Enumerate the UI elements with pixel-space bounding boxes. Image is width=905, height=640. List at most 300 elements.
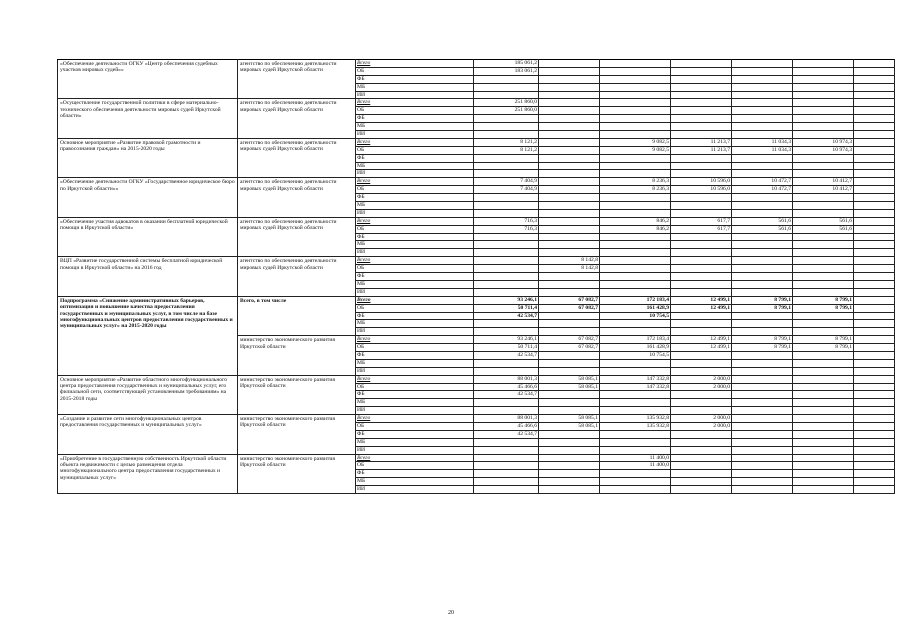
amount-cell bbox=[474, 446, 539, 454]
table-row bbox=[58, 454, 895, 462]
funding-source: ФБ bbox=[356, 312, 474, 320]
funding-source: Всего bbox=[356, 296, 474, 304]
amount-cell bbox=[732, 170, 793, 178]
amount-cell bbox=[671, 273, 732, 281]
funding-source: ИИ bbox=[356, 367, 474, 375]
funding-source: ИИ bbox=[356, 131, 474, 139]
amount-cell bbox=[854, 438, 895, 446]
amount-cell bbox=[600, 430, 671, 438]
amount-cell bbox=[671, 123, 732, 131]
funding-source: ФБ bbox=[356, 351, 474, 359]
amount-cell bbox=[474, 438, 539, 446]
amount-cell bbox=[671, 194, 732, 202]
amount-cell bbox=[474, 462, 539, 470]
amount-cell bbox=[539, 328, 600, 336]
amount-cell: 11 213,7 bbox=[671, 138, 732, 146]
amount-cell bbox=[539, 454, 600, 462]
table-row bbox=[58, 178, 895, 186]
amount-cell: 11 213,7 bbox=[671, 146, 732, 154]
amount-cell bbox=[474, 280, 539, 288]
amount-cell bbox=[854, 170, 895, 178]
amount-cell bbox=[474, 367, 539, 375]
amount-cell bbox=[671, 265, 732, 273]
amount-cell: 88 001,3 bbox=[474, 375, 539, 383]
amount-cell bbox=[600, 288, 671, 296]
amount-cell bbox=[854, 430, 895, 438]
funding-source: ИИ bbox=[356, 407, 474, 415]
amount-cell bbox=[793, 462, 854, 470]
amount-cell bbox=[671, 351, 732, 359]
amount-cell: 147 332,8 bbox=[600, 375, 671, 383]
amount-cell bbox=[732, 446, 793, 454]
amount-cell bbox=[854, 60, 895, 68]
table-row bbox=[58, 375, 895, 383]
amount-cell: 12 499,1 bbox=[671, 296, 732, 304]
amount-cell: 8 799,1 bbox=[732, 304, 793, 312]
amount-cell bbox=[600, 407, 671, 415]
funding-source: Всего bbox=[356, 336, 474, 344]
amount-cell bbox=[474, 320, 539, 328]
activity-description: ВЦП «Развитие государственной системы бесплатной юридической помощи в Иркутской области» на 2016 год bbox=[58, 257, 238, 296]
funding-source: ФБ bbox=[356, 75, 474, 83]
amount-cell bbox=[854, 154, 895, 162]
funding-source: МБ bbox=[356, 320, 474, 328]
amount-cell bbox=[732, 131, 793, 139]
amount-cell bbox=[600, 438, 671, 446]
table-row bbox=[58, 296, 895, 304]
amount-cell bbox=[474, 123, 539, 131]
funding-source: ИИ bbox=[356, 486, 474, 494]
amount-cell bbox=[600, 446, 671, 454]
amount-cell bbox=[854, 67, 895, 75]
amount-cell bbox=[474, 470, 539, 478]
amount-cell bbox=[793, 115, 854, 123]
amount-cell: 2 000,0 bbox=[671, 422, 732, 430]
amount-cell bbox=[671, 162, 732, 170]
amount-cell: 172 183,4 bbox=[600, 336, 671, 344]
funding-source: ФБ bbox=[356, 391, 474, 399]
amount-cell bbox=[474, 75, 539, 83]
amount-cell bbox=[793, 280, 854, 288]
amount-cell bbox=[600, 67, 671, 75]
activity-description: Подпрограмма «Снижение административных барьеров, оптимизация и повышение качества предоставления государственных и муниципальных услуг, в том числе на базе многофункциональных центров предоставления государственных и муниципальных услуг» на 2015-2020 годы bbox=[58, 296, 238, 375]
amount-cell bbox=[854, 375, 895, 383]
amount-cell bbox=[732, 320, 793, 328]
amount-cell bbox=[474, 83, 539, 91]
amount-cell: 8 799,1 bbox=[793, 296, 854, 304]
amount-cell: 561,6 bbox=[793, 225, 854, 233]
amount-cell bbox=[793, 391, 854, 399]
amount-cell: 50 711,4 bbox=[474, 344, 539, 352]
amount-cell bbox=[793, 60, 854, 68]
amount-cell bbox=[854, 83, 895, 91]
amount-cell bbox=[671, 288, 732, 296]
executor-name: агентство по обеспечению деятельности мировых судей Иркутской области bbox=[238, 60, 356, 99]
amount-cell: 9 082,5 bbox=[600, 146, 671, 154]
funding-source: ОБ bbox=[356, 383, 474, 391]
amount-cell: 8 236,3 bbox=[600, 186, 671, 194]
activity-description: «Создание и развитие сети многофункциональных центров предоставления государственных и муниципальных услуг» bbox=[58, 415, 238, 454]
amount-cell: 2 000,0 bbox=[671, 375, 732, 383]
funding-source: ОБ bbox=[356, 186, 474, 194]
funding-source: ФБ bbox=[356, 154, 474, 162]
funding-source: МБ bbox=[356, 438, 474, 446]
amount-cell bbox=[854, 75, 895, 83]
executor-name: агентство по обеспечению деятельности мировых судей Иркутской области bbox=[238, 178, 356, 217]
amount-cell bbox=[474, 328, 539, 336]
amount-cell bbox=[854, 422, 895, 430]
amount-cell: 58 085,1 bbox=[539, 415, 600, 423]
amount-cell: 88 001,3 bbox=[474, 415, 539, 423]
amount-cell bbox=[474, 249, 539, 257]
funding-source: ОБ bbox=[356, 146, 474, 154]
amount-cell bbox=[539, 241, 600, 249]
amount-cell: 10 974,3 bbox=[793, 138, 854, 146]
amount-cell bbox=[732, 367, 793, 375]
amount-cell bbox=[732, 273, 793, 281]
amount-cell bbox=[671, 359, 732, 367]
amount-cell bbox=[854, 162, 895, 170]
amount-cell bbox=[732, 202, 793, 210]
amount-cell bbox=[671, 446, 732, 454]
amount-cell bbox=[600, 202, 671, 210]
amount-cell bbox=[793, 75, 854, 83]
amount-cell bbox=[732, 107, 793, 115]
funding-source: ОБ bbox=[356, 462, 474, 470]
amount-cell bbox=[539, 178, 600, 186]
amount-cell bbox=[539, 470, 600, 478]
amount-cell bbox=[539, 486, 600, 494]
amount-cell: 161 428,9 bbox=[600, 344, 671, 352]
amount-cell bbox=[671, 75, 732, 83]
table-row bbox=[58, 99, 895, 107]
amount-cell: 561,6 bbox=[732, 217, 793, 225]
amount-cell bbox=[539, 209, 600, 217]
amount-cell: 93 246,1 bbox=[474, 336, 539, 344]
amount-cell bbox=[854, 470, 895, 478]
amount-cell bbox=[854, 107, 895, 115]
amount-cell: 11 034,3 bbox=[732, 138, 793, 146]
amount-cell bbox=[671, 407, 732, 415]
amount-cell bbox=[600, 265, 671, 273]
amount-cell bbox=[474, 454, 539, 462]
amount-cell bbox=[732, 233, 793, 241]
amount-cell bbox=[854, 328, 895, 336]
amount-cell: 12 499,1 bbox=[671, 336, 732, 344]
amount-cell: 147 332,8 bbox=[600, 383, 671, 391]
executor-name: агентство по обеспечению деятельности мировых судей Иркутской области bbox=[238, 99, 356, 138]
amount-cell bbox=[793, 486, 854, 494]
amount-cell: 617,7 bbox=[671, 217, 732, 225]
amount-cell: 42 534,7 bbox=[474, 391, 539, 399]
funding-source: ИИ bbox=[356, 328, 474, 336]
amount-cell bbox=[539, 273, 600, 281]
funding-source: ИИ bbox=[356, 91, 474, 99]
amount-cell: 9 082,5 bbox=[600, 138, 671, 146]
amount-cell bbox=[793, 123, 854, 131]
amount-cell: 11 400,0 bbox=[600, 454, 671, 462]
amount-cell bbox=[854, 280, 895, 288]
funding-source: ИИ bbox=[356, 288, 474, 296]
amount-cell bbox=[671, 233, 732, 241]
amount-cell bbox=[474, 273, 539, 281]
amount-cell: 10 472,7 bbox=[732, 186, 793, 194]
amount-cell bbox=[600, 83, 671, 91]
executor-name: агентство по обеспечению деятельности мировых судей Иркутской области bbox=[238, 217, 356, 256]
amount-cell bbox=[539, 91, 600, 99]
funding-source: ФБ bbox=[356, 233, 474, 241]
amount-cell bbox=[854, 186, 895, 194]
amount-cell: 10 472,7 bbox=[732, 178, 793, 186]
amount-cell bbox=[600, 194, 671, 202]
amount-cell bbox=[539, 115, 600, 123]
funding-source: ОБ bbox=[356, 265, 474, 273]
amount-cell: 8 799,1 bbox=[793, 304, 854, 312]
amount-cell bbox=[854, 233, 895, 241]
amount-cell bbox=[600, 257, 671, 265]
funding-source: ФБ bbox=[356, 273, 474, 281]
amount-cell bbox=[539, 67, 600, 75]
amount-cell bbox=[671, 367, 732, 375]
amount-cell bbox=[600, 60, 671, 68]
amount-cell bbox=[600, 273, 671, 281]
amount-cell: 251 860,0 bbox=[474, 107, 539, 115]
funding-source: ОБ bbox=[356, 304, 474, 312]
amount-cell: 8 799,1 bbox=[732, 336, 793, 344]
amount-cell: 10 754,5 bbox=[600, 312, 671, 320]
amount-cell: 183 061,2 bbox=[474, 67, 539, 75]
amount-cell: 135 932,8 bbox=[600, 415, 671, 423]
amount-cell bbox=[854, 454, 895, 462]
amount-cell bbox=[474, 399, 539, 407]
funding-source: ФБ bbox=[356, 194, 474, 202]
amount-cell bbox=[793, 249, 854, 257]
amount-cell bbox=[854, 265, 895, 273]
amount-cell bbox=[539, 446, 600, 454]
amount-cell bbox=[539, 312, 600, 320]
amount-cell bbox=[793, 367, 854, 375]
amount-cell bbox=[600, 162, 671, 170]
amount-cell bbox=[539, 399, 600, 407]
amount-cell bbox=[600, 131, 671, 139]
amount-cell bbox=[539, 194, 600, 202]
amount-cell bbox=[600, 486, 671, 494]
amount-cell bbox=[539, 367, 600, 375]
amount-cell bbox=[474, 265, 539, 273]
amount-cell bbox=[539, 280, 600, 288]
amount-cell bbox=[793, 83, 854, 91]
amount-cell bbox=[539, 99, 600, 107]
funding-source: Всего bbox=[356, 99, 474, 107]
funding-source: Всего bbox=[356, 375, 474, 383]
amount-cell bbox=[671, 399, 732, 407]
amount-cell bbox=[600, 91, 671, 99]
amount-cell: 135 932,8 bbox=[600, 422, 671, 430]
amount-cell bbox=[474, 233, 539, 241]
amount-cell bbox=[671, 470, 732, 478]
amount-cell bbox=[793, 407, 854, 415]
amount-cell bbox=[600, 123, 671, 131]
amount-cell: 10 596,0 bbox=[671, 178, 732, 186]
amount-cell bbox=[600, 359, 671, 367]
executor-name: агентство по обеспечению деятельности мировых судей Иркутской области bbox=[238, 257, 356, 296]
amount-cell bbox=[539, 320, 600, 328]
funding-source: ОБ bbox=[356, 344, 474, 352]
amount-cell bbox=[474, 486, 539, 494]
amount-cell bbox=[854, 115, 895, 123]
amount-cell bbox=[600, 241, 671, 249]
amount-cell bbox=[854, 351, 895, 359]
amount-cell bbox=[539, 478, 600, 486]
amount-cell bbox=[732, 60, 793, 68]
amount-cell bbox=[474, 241, 539, 249]
amount-cell: 561,6 bbox=[732, 225, 793, 233]
amount-cell bbox=[793, 170, 854, 178]
amount-cell bbox=[732, 241, 793, 249]
amount-cell bbox=[854, 257, 895, 265]
funding-source: ИИ bbox=[356, 209, 474, 217]
funding-source: ОБ bbox=[356, 107, 474, 115]
amount-cell bbox=[474, 288, 539, 296]
amount-cell: 8 121,2 bbox=[474, 146, 539, 154]
funding-source: Всего bbox=[356, 415, 474, 423]
amount-cell bbox=[793, 107, 854, 115]
amount-cell bbox=[600, 280, 671, 288]
amount-cell bbox=[854, 99, 895, 107]
activity-description: «Обеспечение деятельности ОГКУ «Государственное юридическое бюро по Иркутской области»» bbox=[58, 178, 238, 217]
amount-cell bbox=[732, 438, 793, 446]
amount-cell bbox=[671, 60, 732, 68]
executor-name: министерство экономического развития Иркутской области bbox=[238, 415, 356, 454]
amount-cell bbox=[854, 344, 895, 352]
amount-cell bbox=[600, 99, 671, 107]
amount-cell bbox=[793, 288, 854, 296]
funding-source: ИИ bbox=[356, 249, 474, 257]
amount-cell bbox=[793, 99, 854, 107]
amount-cell bbox=[793, 257, 854, 265]
amount-cell bbox=[539, 138, 600, 146]
executor-name: Всего, в том числе bbox=[238, 296, 356, 335]
amount-cell: 846,2 bbox=[600, 217, 671, 225]
amount-cell bbox=[854, 383, 895, 391]
amount-cell bbox=[600, 107, 671, 115]
amount-cell: 251 860,0 bbox=[474, 99, 539, 107]
amount-cell bbox=[539, 146, 600, 154]
amount-cell: 12 499,1 bbox=[671, 304, 732, 312]
amount-cell bbox=[600, 470, 671, 478]
executor-name: министерство экономического развития Иркутской области bbox=[238, 454, 356, 493]
amount-cell bbox=[600, 209, 671, 217]
amount-cell bbox=[854, 367, 895, 375]
amount-cell bbox=[732, 91, 793, 99]
amount-cell bbox=[854, 202, 895, 210]
funding-source: МБ bbox=[356, 83, 474, 91]
amount-cell bbox=[793, 422, 854, 430]
amount-cell bbox=[539, 154, 600, 162]
amount-cell bbox=[539, 107, 600, 115]
amount-cell bbox=[854, 209, 895, 217]
amount-cell bbox=[539, 186, 600, 194]
amount-cell bbox=[732, 430, 793, 438]
amount-cell: 8 142,8 bbox=[539, 265, 600, 273]
amount-cell bbox=[671, 486, 732, 494]
amount-cell: 10 412,7 bbox=[793, 178, 854, 186]
amount-cell: 561,6 bbox=[793, 217, 854, 225]
page-number: 20 bbox=[448, 610, 454, 616]
amount-cell bbox=[671, 115, 732, 123]
amount-cell bbox=[793, 209, 854, 217]
activity-description: Основное мероприятие «Развитие правовой грамотности и правосознания граждан» на 2015-2020 годы bbox=[58, 138, 238, 177]
amount-cell bbox=[474, 359, 539, 367]
amount-cell bbox=[539, 249, 600, 257]
amount-cell bbox=[732, 257, 793, 265]
amount-cell bbox=[793, 399, 854, 407]
budget-table-page bbox=[57, 59, 852, 494]
funding-source: Всего bbox=[356, 60, 474, 68]
activity-description: «Обеспечение участия адвокатов в оказании бесплатной юридической помощи в Иркутской области» bbox=[58, 217, 238, 256]
amount-cell bbox=[539, 75, 600, 83]
funding-source: ФБ bbox=[356, 470, 474, 478]
amount-cell bbox=[600, 320, 671, 328]
amount-cell bbox=[793, 194, 854, 202]
amount-cell bbox=[793, 91, 854, 99]
amount-cell bbox=[732, 470, 793, 478]
amount-cell bbox=[671, 328, 732, 336]
funding-source: МБ bbox=[356, 359, 474, 367]
amount-cell: 2 000,0 bbox=[671, 415, 732, 423]
amount-cell bbox=[539, 430, 600, 438]
amount-cell: 11 034,3 bbox=[732, 146, 793, 154]
funding-source: МБ bbox=[356, 202, 474, 210]
amount-cell bbox=[671, 249, 732, 257]
amount-cell bbox=[732, 154, 793, 162]
activity-description: «Приобретение в государственную собственность Иркутской области объекта недвижимости с целью размещения отдела многофункционального центра предоставления государственных и муниципальных услуг» bbox=[58, 454, 238, 493]
amount-cell bbox=[793, 430, 854, 438]
funding-source: ОБ bbox=[356, 422, 474, 430]
amount-cell bbox=[732, 407, 793, 415]
amount-cell bbox=[539, 407, 600, 415]
amount-cell bbox=[793, 67, 854, 75]
amount-cell bbox=[854, 296, 895, 304]
amount-cell bbox=[600, 328, 671, 336]
amount-cell bbox=[600, 75, 671, 83]
amount-cell bbox=[539, 123, 600, 131]
amount-cell bbox=[854, 359, 895, 367]
amount-cell bbox=[732, 194, 793, 202]
amount-cell bbox=[539, 170, 600, 178]
amount-cell bbox=[854, 320, 895, 328]
amount-cell bbox=[671, 131, 732, 139]
amount-cell bbox=[671, 312, 732, 320]
amount-cell bbox=[600, 233, 671, 241]
amount-cell bbox=[793, 438, 854, 446]
amount-cell bbox=[671, 430, 732, 438]
amount-cell: 42 534,7 bbox=[474, 430, 539, 438]
amount-cell: 8 236,3 bbox=[600, 178, 671, 186]
amount-cell bbox=[539, 162, 600, 170]
amount-cell bbox=[671, 99, 732, 107]
amount-cell bbox=[671, 202, 732, 210]
amount-cell: 45 466,6 bbox=[474, 383, 539, 391]
amount-cell bbox=[600, 391, 671, 399]
amount-cell bbox=[793, 446, 854, 454]
funding-source: МБ bbox=[356, 478, 474, 486]
amount-cell bbox=[539, 233, 600, 241]
amount-cell bbox=[732, 391, 793, 399]
amount-cell: 8 142,8 bbox=[539, 257, 600, 265]
amount-cell: 8 799,1 bbox=[732, 296, 793, 304]
budget-table bbox=[57, 59, 895, 494]
